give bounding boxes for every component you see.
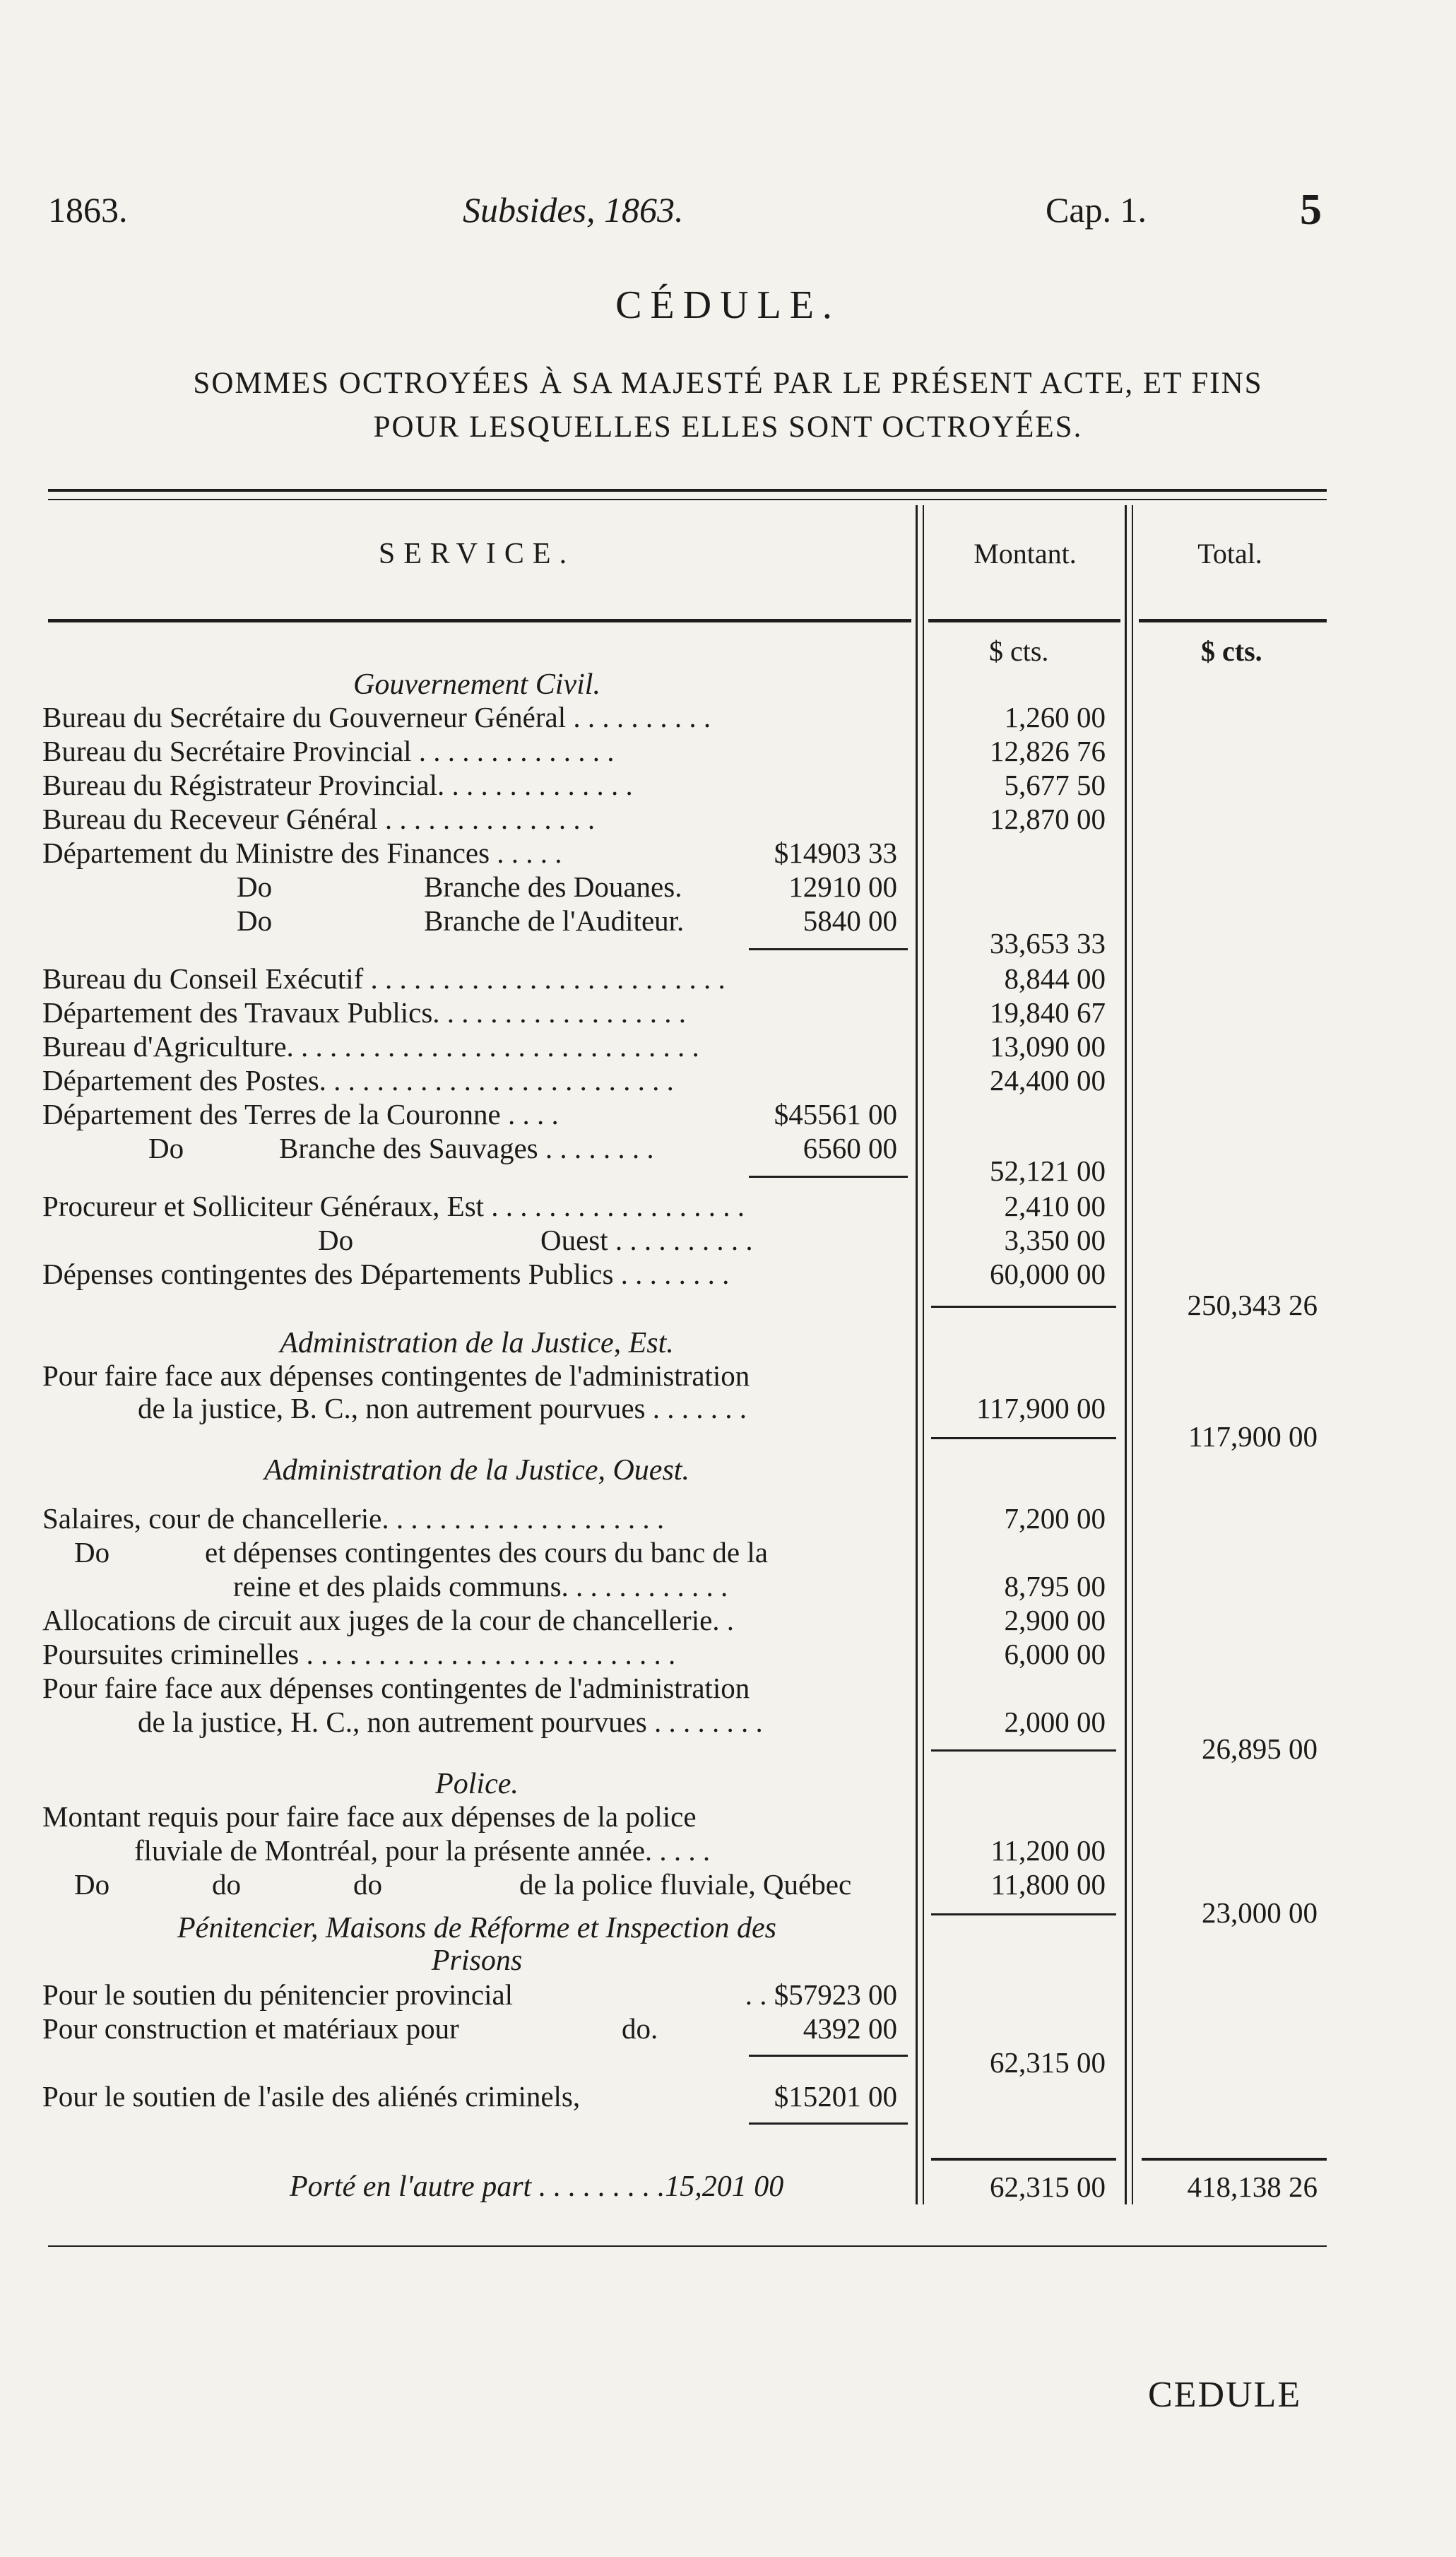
row-amount: 19,840 67 bbox=[990, 996, 1106, 1029]
ditto-label: do bbox=[353, 1868, 382, 1901]
row-amount: 7,200 00 bbox=[1004, 1502, 1106, 1535]
row-amount: 2,900 00 bbox=[1004, 1604, 1106, 1636]
ditto-label: Do bbox=[318, 1224, 354, 1256]
table-row: Salaires, cour de chancellerie. . . . . . . . . . . . . . . . . . . . bbox=[42, 1502, 665, 1535]
header-chapter: Cap. 1. bbox=[1046, 190, 1147, 230]
subtitle-line2: POUR LESQUELLES ELLES SONT OCTROYÉES. bbox=[373, 411, 1083, 444]
unit-montant: $ cts. bbox=[989, 635, 1049, 667]
row-total: 26,895 00 bbox=[1202, 1732, 1318, 1765]
carried-forward-montant: 62,315 00 bbox=[990, 2171, 1106, 2203]
page-title: CÉDULE. bbox=[615, 283, 841, 327]
ditto-label: Do bbox=[74, 1536, 110, 1569]
carried-forward-total: 418,138 26 bbox=[1187, 2171, 1318, 2203]
table-row: Bureau du Secrétaire du Gouverneur Général . . . . . . . . . . bbox=[42, 701, 711, 733]
row-subamount: . . $57923 00 bbox=[745, 1978, 897, 2011]
row-amount: 8,795 00 bbox=[1004, 1570, 1106, 1602]
table-row: Département du Ministre des Finances . . . . . bbox=[42, 837, 562, 869]
ditto-label: Do bbox=[74, 1868, 110, 1901]
montant-rule bbox=[931, 1913, 1116, 1915]
carried-forward-label: Porté en l'autre part . . . . . . . . .15,201 00 bbox=[290, 2171, 784, 2203]
row-amount: 13,090 00 bbox=[990, 1030, 1106, 1063]
row-branch: Branche des Douanes. bbox=[424, 870, 682, 903]
ditto-label: Do bbox=[148, 1132, 184, 1164]
unit-total: $ cts. bbox=[1201, 635, 1262, 667]
table-row: Bureau du Receveur Général . . . . . . . . . . . . . . . bbox=[42, 803, 596, 835]
row-branch: Ouest . . . . . . . . . . bbox=[540, 1224, 753, 1256]
table-row: de la justice, H. C., non autrement pourvues . . . . . . . . bbox=[138, 1706, 763, 1738]
row-branch: et dépenses contingentes des cours du banc de la bbox=[205, 1536, 768, 1569]
col-header-service: SERVICE. bbox=[378, 538, 576, 570]
table-row: Poursuites criminelles . . . . . . . . . . . . . . . . . . . . . . . . . . bbox=[42, 1638, 676, 1670]
table-row: Pour faire face aux dépenses contingentes de l'administration bbox=[42, 1359, 750, 1392]
row-subamount: $14903 33 bbox=[774, 837, 897, 869]
table-row: Pour le soutien de l'asile des aliénés criminels, bbox=[42, 2080, 581, 2113]
section-justice-est: Administration de la Justice, Est. bbox=[280, 1327, 674, 1359]
row-total: 250,343 26 bbox=[1187, 1289, 1318, 1321]
row-total: 23,000 00 bbox=[1202, 1896, 1318, 1929]
row-subamount: 6560 00 bbox=[803, 1132, 897, 1164]
ditto-label: do bbox=[212, 1868, 241, 1901]
table-row: Bureau d'Agriculture. . . . . . . . . . . . . . . . . . . . . . . . . . . . . bbox=[42, 1030, 699, 1063]
carried-rule-montant bbox=[931, 2158, 1116, 2161]
catchword: CEDULE bbox=[1148, 2375, 1302, 2415]
table-row: Allocations de circuit aux juges de la cour de chancellerie. . bbox=[42, 1604, 735, 1636]
row-amount: 2,410 00 bbox=[1004, 1190, 1106, 1222]
table-row: de la justice, B. C., non autrement pourvues . . . . . . . bbox=[138, 1392, 747, 1424]
table-row: fluviale de Montréal, pour la présente année. . . . . bbox=[134, 1834, 711, 1867]
table-row: Bureau du Conseil Exécutif . . . . . . . . . . . . . . . . . . . . . . . . . bbox=[42, 962, 726, 995]
header-rule-service bbox=[48, 619, 911, 622]
table-row: Dépenses contingentes des Départements Publics . . . . . . . . bbox=[42, 1258, 730, 1290]
subtotal-rule bbox=[749, 948, 908, 950]
row-amount: 33,653 33 bbox=[990, 927, 1106, 959]
section-police: Police. bbox=[435, 1768, 519, 1800]
col-divider-2b bbox=[1132, 505, 1133, 2204]
row-branch: Branche des Sauvages . . . . . . . . bbox=[279, 1132, 654, 1164]
row-amount: 24,400 00 bbox=[990, 1064, 1106, 1097]
section-penitencier-2: Prisons bbox=[431, 1944, 523, 1977]
row-subamount: $45561 00 bbox=[774, 1098, 897, 1130]
carried-rule-total bbox=[1142, 2158, 1327, 2161]
header-rule-total bbox=[1139, 619, 1327, 622]
ditto-label: Do bbox=[237, 904, 273, 937]
row-branch: do. bbox=[622, 2012, 658, 2045]
table-row: reine et des plaids communs. . . . . . . . . . . . bbox=[233, 1570, 728, 1602]
col-header-total: Total. bbox=[1197, 538, 1262, 569]
row-amount: 52,121 00 bbox=[990, 1155, 1106, 1187]
row-subamount: $15201 00 bbox=[774, 2080, 897, 2113]
table-row: Montant requis pour faire face aux dépenses de la police bbox=[42, 1800, 697, 1833]
row-subamount: 4392 00 bbox=[803, 2012, 897, 2045]
page-number: 5 bbox=[1300, 186, 1322, 234]
table-row: Département des Terres de la Couronne . . . . bbox=[42, 1098, 559, 1130]
row-amount: 62,315 00 bbox=[990, 2046, 1106, 2079]
table-row: Bureau du Secrétaire Provincial . . . . . . . . . . . . . . bbox=[42, 735, 615, 767]
row-amount: 2,000 00 bbox=[1004, 1706, 1106, 1738]
table-row: Département des Travaux Publics. . . . . . . . . . . . . . . . . . bbox=[42, 996, 687, 1029]
section-justice-ouest: Administration de la Justice, Ouest. bbox=[264, 1454, 689, 1487]
table-row: Pour le soutien du pénitencier provincial bbox=[42, 1978, 514, 2011]
ditto-label: Do bbox=[237, 870, 273, 903]
section-gouvernement-civil: Gouvernement Civil. bbox=[353, 668, 600, 701]
row-total: 117,900 00 bbox=[1188, 1420, 1318, 1453]
header-title: Subsides, 1863. bbox=[463, 190, 684, 230]
col-divider-1a bbox=[916, 505, 918, 2204]
table-row: Département des Postes. . . . . . . . . . . . . . . . . . . . . . . . . bbox=[42, 1064, 674, 1097]
table-row: Procureur et Solliciteur Généraux, Est . . . . . . . . . . . . . . . . . . bbox=[42, 1190, 745, 1222]
section-penitencier: Pénitencier, Maisons de Réforme et Inspection des bbox=[177, 1912, 776, 1944]
top-rule bbox=[48, 489, 1327, 492]
montant-rule bbox=[931, 1306, 1116, 1308]
row-amount: 60,000 00 bbox=[990, 1258, 1106, 1290]
subtotal-rule bbox=[749, 2122, 908, 2125]
row-amount: 8,844 00 bbox=[1004, 962, 1106, 995]
header-year: 1863. bbox=[48, 190, 128, 230]
subtotal-rule bbox=[749, 1176, 908, 1178]
row-amount: 12,870 00 bbox=[990, 803, 1106, 835]
col-divider-1b bbox=[923, 505, 924, 2204]
row-amount: 11,200 00 bbox=[990, 1834, 1106, 1867]
montant-rule bbox=[931, 1749, 1116, 1752]
table-row: Pour construction et matériaux pour bbox=[42, 2012, 459, 2045]
row-branch: de la police fluviale, Québec bbox=[519, 1868, 852, 1901]
table-row: Pour faire face aux dépenses contingentes de l'administration bbox=[42, 1672, 750, 1704]
bottom-rule bbox=[48, 2245, 1327, 2247]
row-amount: 12,826 76 bbox=[990, 735, 1106, 767]
table-row: Bureau du Régistrateur Provincial. . . . . . . . . . . . . . bbox=[42, 769, 633, 801]
row-amount: 1,260 00 bbox=[1004, 701, 1106, 733]
col-header-montant: Montant. bbox=[973, 538, 1077, 569]
montant-rule bbox=[931, 1437, 1116, 1439]
row-amount: 3,350 00 bbox=[1004, 1224, 1106, 1256]
row-amount: 117,900 00 bbox=[976, 1392, 1106, 1424]
row-amount: 5,677 50 bbox=[1004, 769, 1106, 801]
row-amount: 6,000 00 bbox=[1004, 1638, 1106, 1670]
row-subamount: 5840 00 bbox=[803, 904, 897, 937]
row-amount: 11,800 00 bbox=[990, 1868, 1106, 1901]
top-rule-thin bbox=[48, 499, 1327, 500]
header-rule-montant bbox=[928, 619, 1120, 622]
subtotal-rule bbox=[749, 2055, 908, 2057]
row-branch: Branche de l'Auditeur. bbox=[424, 904, 685, 937]
col-divider-2a bbox=[1125, 505, 1127, 2204]
subtitle-line1: SOMMES OCTROYÉES À SA MAJESTÉ PAR LE PRÉSENT ACTE, ET FINS bbox=[193, 367, 1263, 400]
row-subamount: 12910 00 bbox=[788, 870, 897, 903]
